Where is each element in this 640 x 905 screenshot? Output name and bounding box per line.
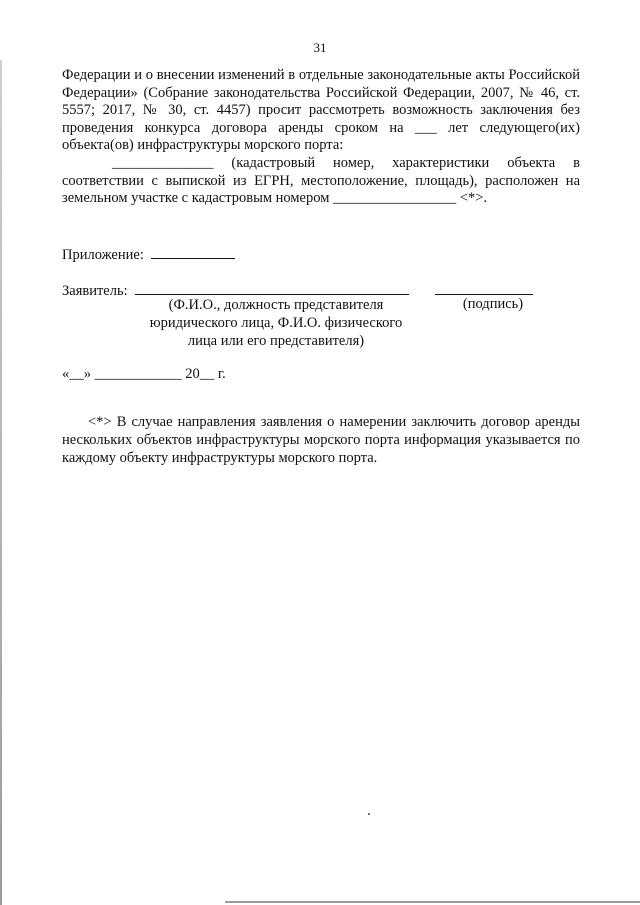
attachment-blank-field — [151, 244, 235, 259]
attachment-line — [62, 244, 235, 264]
applicant-label: Заявитель: — [62, 283, 128, 299]
scan-bottom-edge — [225, 901, 640, 903]
paragraph-object-details: ______________ (кадастровый номер, характеристики объекта в соответствии с выпиской из ЕГРН, местоположение, площадь), расположен на земельном участке с кадастровым номером _________________ <*>. — [62, 154, 580, 207]
applicant-signature-field — [435, 280, 533, 295]
applicant-name-field — [135, 280, 409, 295]
attachment-label: Приложение: — [62, 247, 144, 263]
scan-left-edge — [0, 60, 2, 905]
footnote: <*> В случае направления заявления о намерении заключить договор аренды нескольких объектов инфраструктуры морского порта информация указывается по каждому объекту инфраструктуры морского порта. — [62, 414, 580, 466]
paragraph-request: Федерации и о внесении изменений в отдельные законодательные акты Российской Федерации» (Собрание законодательства Российской Федерации, 2007, № 46, ст. 5557; 2017, № 30, ст. 4457) просит рассмотреть возможность заключения без проведения конкурса договора аренды сроком на ___ лет следующего(их) объекта(ов) инфраструктуры морского порта: — [62, 67, 580, 154]
scan-dot — [368, 813, 370, 815]
page-number: 31 — [313, 40, 327, 55]
date-line: «__» ____________ 20__ г. — [62, 366, 226, 382]
body-text — [62, 67, 580, 208]
signature-caption: (подпись) — [462, 296, 524, 312]
applicant-name-caption: (Ф.И.О., должность представителя юридического лица, Ф.И.О. физического лица или его представителя) — [149, 297, 403, 349]
